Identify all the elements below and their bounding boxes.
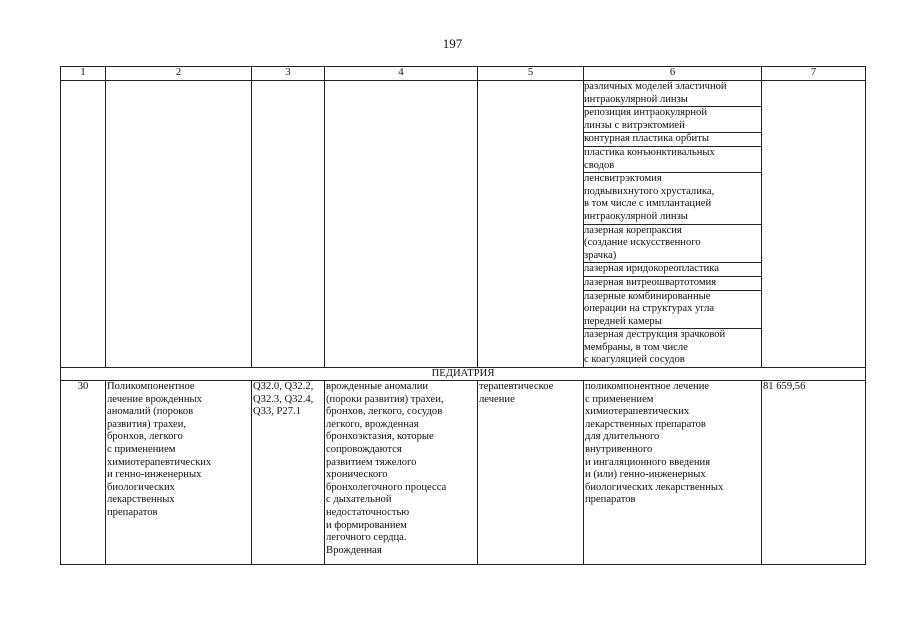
icd-codes: Q32.0, Q32.2, Q32.3, Q32.4, Q33, P27.1 xyxy=(252,381,325,565)
column-header: 7 xyxy=(762,67,866,81)
medical-care-table xyxy=(60,66,866,565)
procedure-item: ленсвитрэктомия подвывихнутого хрусталика, в том числе с имплантацией интраокулярной линзы xyxy=(584,173,762,224)
procedure-item: лазерные комбинированные операции на структурах угла передней камеры xyxy=(584,291,762,330)
treatment-type: терапевтическое лечение xyxy=(478,381,584,565)
table-row xyxy=(61,381,866,565)
procedure-list xyxy=(584,81,762,368)
row-number: 30 xyxy=(61,381,106,565)
continued-row xyxy=(61,81,866,368)
section-title: ПЕДИАТРИЯ xyxy=(61,368,866,381)
treatment-method: поликомпонентное лечение с применением химиотерапевтических лекарственных препаратов для длительного внутривенного и ингаляционного введения и (или) генно-инженерных биологических лекарственных препаратов xyxy=(584,381,762,565)
section-row xyxy=(61,368,866,381)
cost-value: 81 659,56 xyxy=(762,381,866,565)
column-header: 2 xyxy=(106,67,252,81)
patient-model: врожденные аномалии (пороки развития) трахеи, бронхов, легкого, сосудов легкого, врожденная бронхоэктазия, которые сопровождаются развитием тяжелого хронического бронхолегочного процесса с дыхательной недостаточностью и формированием легочного сердца. Врожденная xyxy=(325,381,478,565)
column-header: 3 xyxy=(252,67,325,81)
procedure-item: различных моделей эластичной интраокулярной линзы xyxy=(584,81,762,107)
procedure-item: лазерная корепраксия (создание искусственного зрачка) xyxy=(584,225,762,264)
column-header: 1 xyxy=(61,67,106,81)
column-header: 4 xyxy=(325,67,478,81)
column-header: 5 xyxy=(478,67,584,81)
procedure-item: лазерная витреошвартотомия xyxy=(584,277,762,291)
procedure-item: пластика конъюнктивальных сводов xyxy=(584,147,762,173)
procedure-item: лазерная деструкция зрачковой мембраны, в том числе с коагуляцией сосудов xyxy=(584,329,726,366)
procedure-item: лазерная иридокореопластика xyxy=(584,263,762,277)
column-header-row xyxy=(61,67,866,81)
page-number: 197 xyxy=(442,36,463,51)
procedure-item: репозиция интраокулярной линзы с витрэктомией xyxy=(584,107,762,133)
column-header: 6 xyxy=(584,67,762,81)
procedure-item: контурная пластика орбиты xyxy=(584,133,762,147)
care-type-name: Поликомпонентное лечение врожденных аномалий (пороков развития) трахеи, бронхов, легкого с применением химиотерапевтических и генно-инженерных биологических лекарственных препаратов xyxy=(106,381,252,565)
